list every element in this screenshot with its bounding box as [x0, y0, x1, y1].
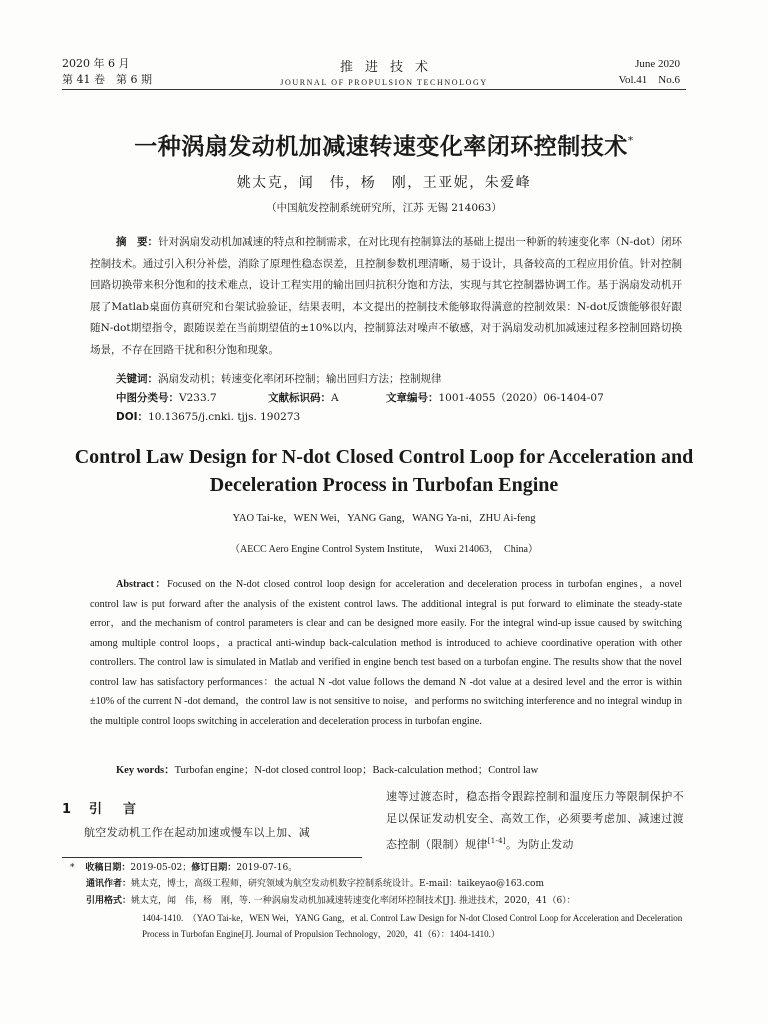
classification-row — [116, 389, 217, 408]
keywords-cn — [116, 370, 442, 389]
header-volume-issue-en: Vol.41 No.6 — [618, 74, 680, 86]
doi-value: 10.13675/j.cnki. tjjs. 190273 — [148, 411, 301, 423]
doc-code-label: 文献标识码： — [268, 392, 331, 404]
clc-label: 中图分类号： — [116, 392, 179, 404]
intro-left-column: 航空发动机工作在起动加速或慢车以上加、减 — [84, 826, 310, 839]
paper-title-en: Control Law Design for N-dot Closed Control Loop for Acceleration and Deceleration Process in Turbofan Engine — [74, 446, 694, 496]
citation-ref[interactable]: [1-4] — [487, 837, 506, 845]
journal-name-cn: 推进技术 — [339, 60, 440, 75]
citation-format-label: 引用格式： — [86, 896, 132, 906]
authors-en: YAO Tai-ke，WEN Wei，YANG Gang，WANG Ya-ni，ZHU Ai-feng — [232, 513, 536, 524]
citation-cn: 姚太克，闻 伟，杨 刚，等. 一种涡扇发动机加减速转速变化率闭环控制技术[J]. 推进技术，2020，41（6）： — [131, 896, 576, 906]
article-no-label: 文章编号： — [386, 392, 439, 404]
doi-row — [116, 408, 300, 427]
paper-title-cn-text: 一种涡扇发动机加减速转速变化率闭环控制技术 — [134, 134, 628, 160]
clc-value: V233.7 — [179, 392, 217, 404]
keywords-en-text: Turbofan engine；N-dot closed control loop；Back-calculation method；Control law — [174, 765, 539, 776]
article-no-value: 1001-4055（2020）06-1404-07 — [438, 392, 604, 404]
footnote-citation-continued: 1404-1410. （YAO Tai-ke，WEN Wei，YANG Gang，et al. Control Law Design for N-dot Closed Control Loop for Acceleration and Deceleration Process in Turbofan Engine[J]. Journal of Propulsion Technology，2020，41（6）：1404-1410.） — [142, 913, 683, 939]
footnote-mark: * — [70, 863, 75, 873]
keywords-cn-label: 关键词： — [116, 373, 158, 385]
intro-right-text-a: 速等过渡态时，稳态指令跟踪控制和温度压力等限制保护不足以保证发动机安全、高效工作，必须要考虑加、减速过渡态控制（限制）规律 — [386, 790, 684, 851]
received-date: 2019-05-02； — [130, 863, 192, 873]
corresponding-author-text: 姚太克，博士，高级工程师，研究领域为航空发动机数字控制系统设计。E-mail：taikeyao@163.com — [131, 879, 544, 889]
abstract-cn-text: 针对涡扇发动机加减速的特点和控制需求，在对比现有控制算法的基础上提出一种新的转速变化率（N-dot）闭环控制技术。通过引入积分补偿，消除了原理性稳态误差，且控制参数机理清晰，易于设计，具备较高的工程应用价值。针对控制回路切换带来积分饱和的技术难点，设计工程实用的输出回归抗积分饱和方法，实现与其它控制器协调工作。基于涡扇发动机开展了Matlab桌面仿真研究和台架试验验证，结果表明，本文提出的控制技术能够取得满意的控制效果：N-dot反馈能够很好跟随N-dot期望指令，跟随误差在当前期望值的±10%以内，控制算法对噪声不敏感，对于涡扇发动机加减速过程多控制回路切换场景，不存在回路干扰和积分饱和现象。 — [90, 236, 683, 356]
section-number: 1 — [62, 802, 76, 817]
authors-cn: 姚太克，闻 伟，杨 刚，王亚妮，朱爱峰 — [236, 175, 532, 191]
received-label: 收稿日期： — [85, 863, 131, 873]
intro-right-text-b: 。为防止发动 — [505, 838, 574, 851]
abstract-cn — [90, 232, 682, 361]
header-date-en: June 2020 — [635, 58, 680, 70]
revised-label: 修订日期： — [191, 863, 237, 873]
journal-name-en: JOURNAL OF PROPULSION TECHNOLOGY — [280, 78, 488, 87]
header-rule — [62, 89, 686, 90]
footnote-citation — [86, 893, 700, 909]
header-volume-issue: 第 41 卷 第 6 期 — [62, 73, 152, 86]
corresponding-author-label: 通讯作者： — [86, 879, 132, 889]
paper-title-cn — [0, 128, 768, 161]
doi-label: DOI： — [116, 411, 149, 423]
footnote-corresponding-author — [86, 876, 700, 892]
keywords-en — [116, 762, 538, 777]
footnote-rule — [62, 857, 362, 858]
abstract-en-text: Focused on the N-dot closed control loop design for acceleration and deceleration process in turbofan engines，a novel control law is put forward after the analysis of the existent control laws. The additional integral is put forward to eliminate the steady-state error，and the mechanism of control parameters is clear and can be designed more easily. For the integral wind-up issue caused by switching among multiple control loops，a practical anti-windup back-calculation method is introduced to achieve coordinative operation with other controllers. The control law is simulated in Matlab and verified in engine bench test based on a turbofan engine. The results show that the novel control law has satisfactory performances：the actual N -dot value follows the demand N -dot value at a desired level and the error is within ±10% of the current N -dot demand，the control law is not sensitive to noise，and performs no switching interference and no integral windup in the multiple control loops switching in acceleration and deceleration process in turbofan engine. — [90, 579, 682, 727]
header-date-volume-en — [618, 56, 680, 88]
abstract-en — [90, 575, 682, 731]
abstract-cn-label: 摘 要： — [116, 236, 159, 248]
affiliation-cn: （中国航发控制系统研究所，江苏 无锡 214063） — [266, 202, 502, 214]
doc-code-row — [268, 389, 339, 408]
doc-code-value: A — [331, 392, 339, 404]
article-no-row — [386, 389, 604, 408]
keywords-cn-text: 涡扇发动机；转速变化率闭环控制；输出回归方法；控制规律 — [158, 373, 442, 385]
affiliation-en: （AECC Aero Engine Control System Institute， Wuxi 214063， China） — [230, 544, 538, 555]
header-date: 2020 年 6 月 — [62, 57, 130, 70]
section-heading-intro — [62, 798, 140, 817]
section-title: 引 言 — [89, 802, 141, 817]
title-footnote-mark: * — [627, 134, 634, 147]
abstract-en-label: Abstract： — [116, 579, 168, 590]
revised-date: 2019-07-16。 — [236, 863, 298, 873]
footnote-dates — [70, 860, 684, 876]
keywords-en-label: Key words： — [116, 765, 175, 776]
intro-right-column — [386, 786, 684, 856]
